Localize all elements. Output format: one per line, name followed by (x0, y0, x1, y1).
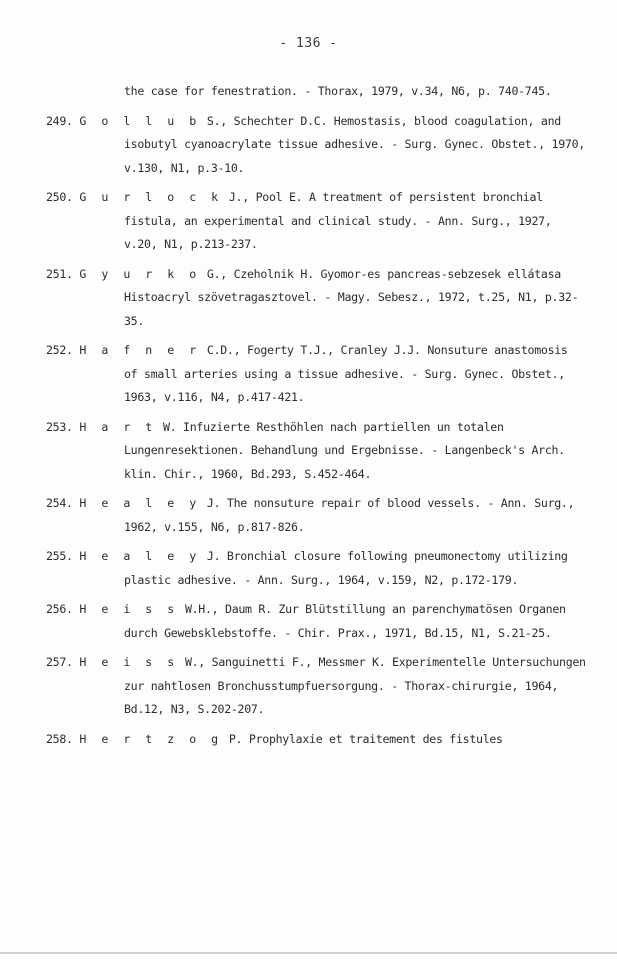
reference-number: 256. (46, 602, 73, 616)
reference-number: 255. (46, 549, 73, 563)
reference-text (46, 263, 586, 334)
reference-entry (46, 339, 586, 410)
reference-citation: S., Schechter D.C. Hemostasis, blood coagulation, and isobutyl cyanoacrylate tissue adhesive. - Surg. Gynec. Obstet., 1970, v.130, N1, p.3-10. (124, 113, 585, 175)
reference-number: 257. (46, 655, 73, 669)
reference-number: 249. (46, 113, 73, 128)
reference-author: G u r l o c k (79, 190, 223, 204)
reference-text (46, 728, 586, 752)
reference-citation: W. Infuzierte Resthöhlen nach partiellen un totalen Lungenresektionen. Behandlung und Ergebnisse. - Langenbeck's Arch. klin. Chir., 1960, Bd.293, S.452-464. (124, 419, 565, 481)
reference-number: 258. (46, 731, 73, 746)
reference-text (46, 339, 586, 410)
reference-text (46, 186, 586, 257)
reference-number: 252. (46, 343, 73, 357)
reference-text (46, 545, 586, 592)
reference-author: H e i s s (79, 655, 179, 669)
reference-list (46, 80, 586, 757)
reference-entry (46, 80, 586, 104)
reference-number: 251. (46, 266, 73, 281)
reference-entry (46, 186, 586, 257)
reference-entry (46, 416, 586, 487)
reference-number: 250. (46, 190, 73, 204)
reference-author: H a r t (79, 419, 157, 434)
reference-entry (46, 110, 586, 181)
reference-citation: P. Prophylaxie et traitement des fistules (228, 731, 503, 746)
reference-entry (46, 545, 586, 592)
reference-author: H e i s s (79, 602, 179, 616)
reference-author: H e r t z o g (79, 731, 223, 746)
reference-entry (46, 263, 586, 334)
reference-number: 253. (46, 419, 73, 434)
reference-text (46, 598, 586, 645)
reference-author: H e a l e y (79, 496, 201, 510)
reference-citation: J. The nonsuture repair of blood vessels. - Ann. Surg., 1962, v.155, N6, p.817-826. (124, 496, 575, 534)
reference-author: H e a l e y (79, 549, 201, 563)
reference-citation: W., Sanguinetti F., Messmer K. Experimentelle Untersuchungen zur nahtlosen Bronchusstumpfuersorgung. - Thorax-chirurgie, 1964, Bd.12, N3, S.202-207. (124, 655, 586, 716)
reference-entry (46, 651, 586, 722)
reference-text (46, 651, 586, 722)
reference-entry (46, 492, 586, 539)
reference-citation: J. Bronchial closure following pneumonectomy utilizing plastic adhesive. - Ann. Surg., 1964, v.159, N2, p.172-179. (124, 549, 568, 587)
reference-citation: G., Czeholnik H. Gyomor-es pancreas-sebzesek ellátasa Histoacryl szövetragasztovel. - Magy. Sebesz., 1972, t.25, N1, p.32-35. (124, 266, 579, 328)
reference-number: 254. (46, 496, 73, 510)
reference-entry (46, 598, 586, 645)
reference-text (46, 110, 586, 181)
reference-author: G y u r k o (79, 266, 201, 281)
reference-author: H a f n e r (79, 343, 201, 357)
reference-entry (46, 728, 586, 752)
reference-citation: W.H., Daum R. Zur Blütstillung an parenchymatösen Organen durch Gewebsklebstoffe. - Chir. Prax., 1971, Bd.15, N1, S.21-25. (124, 602, 566, 640)
reference-citation: C.D., Fogerty T.J., Cranley J.J. Nonsuture anastomosis of small arteries using a tissue adhesive. - Surg. Gynec. Obstet., 1963, v.116, N4, p.417-421. (124, 343, 568, 404)
page-bottom-edge (0, 952, 617, 954)
reference-citation: J., Pool E. A treatment of persistent bronchial fistula, an experimental and clinical study. - Ann. Surg., 1927, v.20, N1, p.213-237. (124, 190, 552, 251)
page-number: - 136 - (279, 36, 338, 51)
reference-text (46, 492, 586, 539)
reference-text: the case for fenestration. - Thorax, 1979, v.34, N6, p. 740-745. (124, 84, 552, 98)
reference-text (46, 416, 586, 487)
reference-author: G o l l u b (79, 113, 201, 128)
